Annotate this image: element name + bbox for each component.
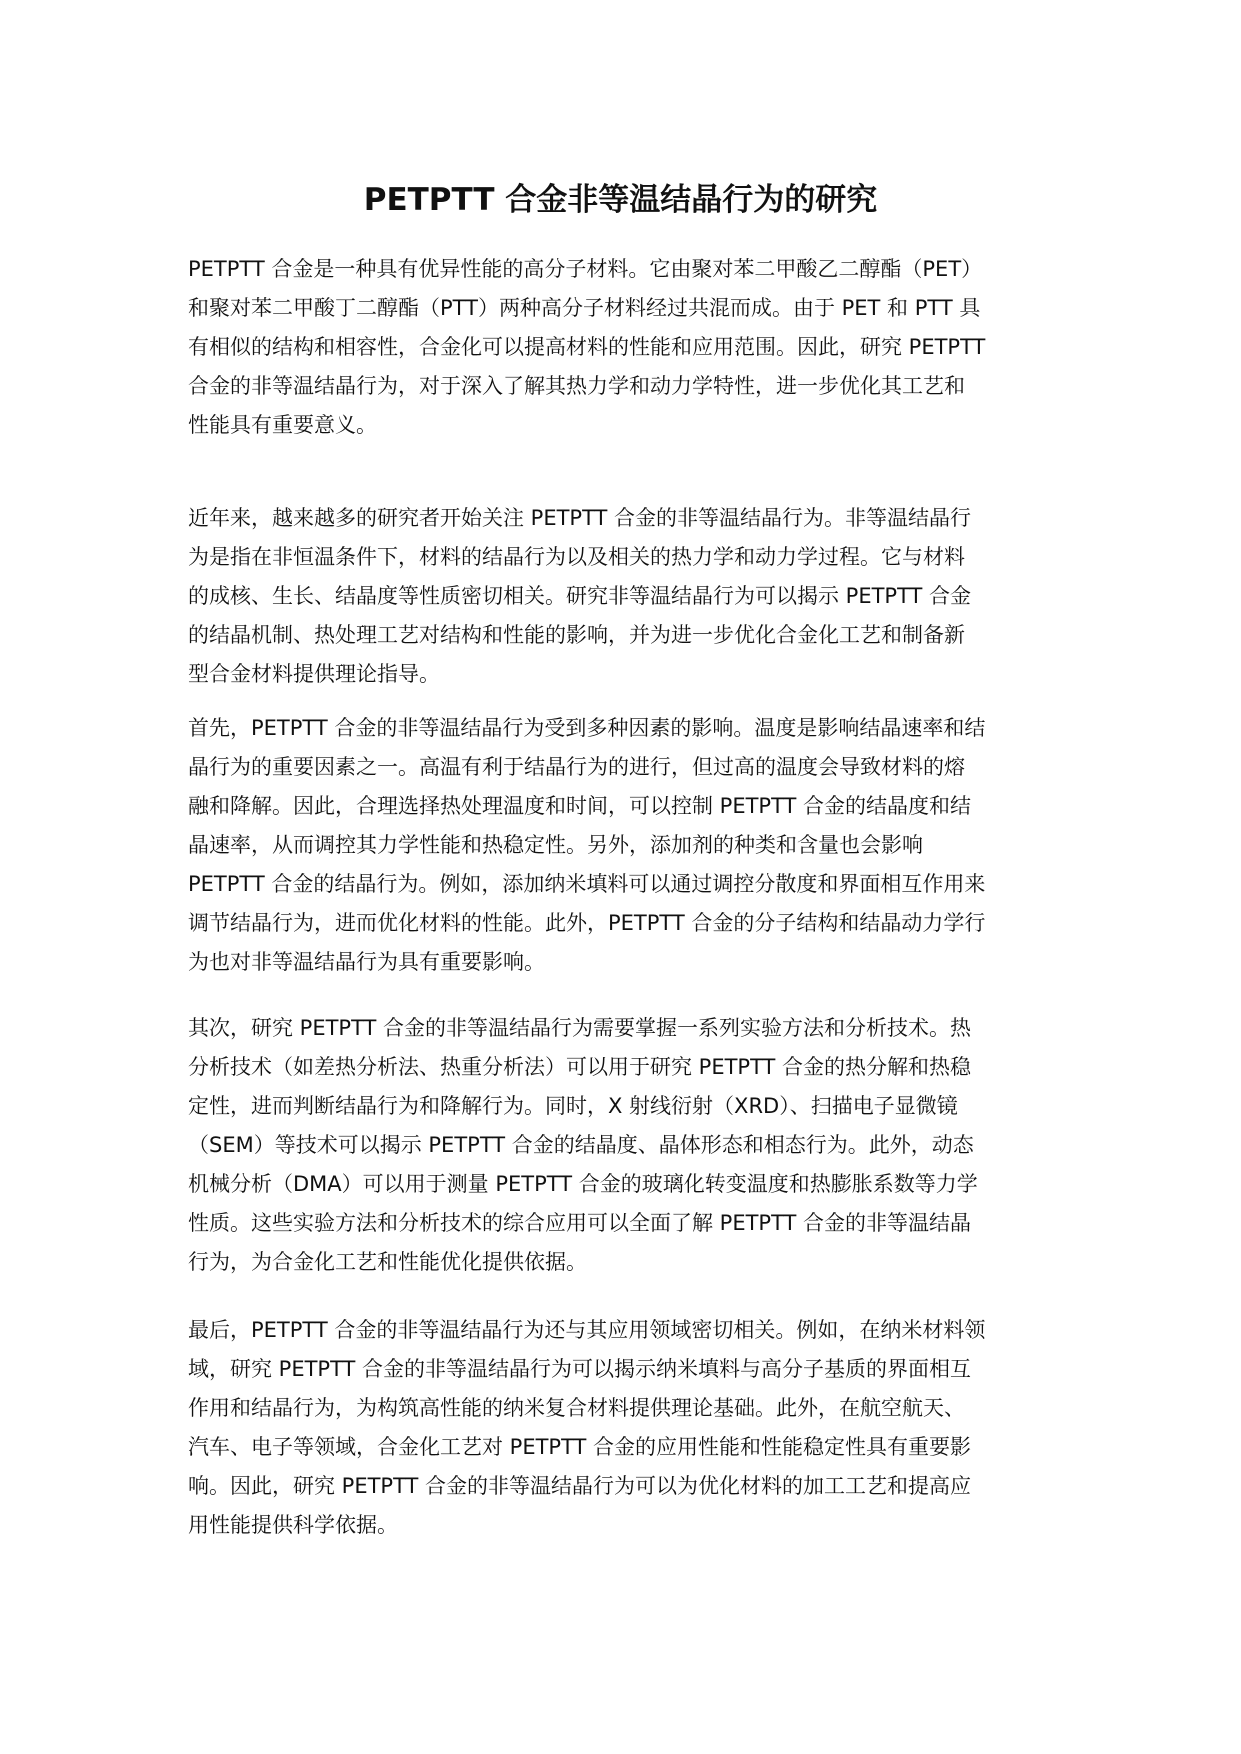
page-title: PETPTT 合金非等温结晶行为的研究 (363, 182, 878, 218)
paragraph-line: 用性能提供科学依据。 (188, 1513, 398, 1537)
paragraph-line: 域，研究 PETPTT 合金的非等温结晶行为可以揭示纳米填料与高分子基质的界面相互 (188, 1357, 972, 1381)
paragraph-line: 为也对非等温结晶行为具有重要影响。 (188, 950, 545, 974)
paragraph-line: PETPTT 合金的结晶行为。例如，添加纳米填料可以通过调控分散度和界面相互作用来 (188, 872, 986, 896)
paragraph-2 (188, 499, 971, 694)
paragraph-line: 分析技术（如差热分析法、热重分析法）可以用于研究 PETPTT 合金的热分解和热稳 (188, 1055, 972, 1079)
paragraph-line: 响。因此，研究 PETPTT 合金的非等温结晶行为可以为优化材料的加工工艺和提高应 (188, 1474, 972, 1498)
paragraph-line: 最后，PETPTT 合金的非等温结晶行为还与其应用领域密切相关。例如，在纳米材料领 (188, 1318, 986, 1342)
paragraph-line: 作用和结晶行为，为构筑高性能的纳米复合材料提供理论基础。此外，在航空航天、 (188, 1396, 965, 1420)
paragraph-line: 首先，PETPTT 合金的非等温结晶行为受到多种因素的影响。温度是影响结晶速率和结 (188, 716, 986, 740)
paragraph-line: 汽车、电子等领域，合金化工艺对 PETPTT 合金的应用性能和性能稳定性具有重要影 (188, 1435, 972, 1459)
paragraph-line: 有相似的结构和相容性，合金化可以提高材料的性能和应用范围。因此，研究 PETPTT (188, 335, 986, 359)
paragraph-line: 行为，为合金化工艺和性能优化提供依据。 (188, 1250, 587, 1274)
paragraph-line: 晶速率，从而调控其力学性能和热稳定性。另外，添加剂的种类和含量也会影响 (188, 833, 923, 857)
paragraph-3 (188, 709, 985, 982)
paragraph-line: 的结晶机制、热处理工艺对结构和性能的影响，并为进一步优化合金化工艺和制备新 (188, 623, 965, 647)
paragraph-line: 近年来，越来越多的研究者开始关注 PETPTT 合金的非等温结晶行为。非等温结晶行 (188, 506, 972, 530)
paragraph-line: 性能具有重要意义。 (188, 413, 377, 437)
paragraph-line: 的成核、生长、结晶度等性质密切相关。研究非等温结晶行为可以揭示 PETPTT 合金 (188, 584, 972, 608)
paragraph-line: 其次，研究 PETPTT 合金的非等温结晶行为需要掌握一系列实验方法和分析技术。热 (188, 1016, 972, 1040)
paragraph-5 (188, 1311, 985, 1545)
paragraph-line: （SEM）等技术可以揭示 PETPTT 合金的结晶度、晶体形态和相态行为。此外，动态 (188, 1133, 974, 1157)
paragraph-line: 晶行为的重要因素之一。高温有利于结晶行为的进行，但过高的温度会导致材料的熔 (188, 755, 965, 779)
paragraph-line: 定性，进而判断结晶行为和降解行为。同时，X 射线衍射（XRD）、扫描电子显微镜 (188, 1094, 958, 1118)
paragraph-line: 为是指在非恒温条件下，材料的结晶行为以及相关的热力学和动力学过程。它与材料 (188, 545, 965, 569)
paragraph-1 (188, 250, 985, 445)
paragraph-line: 型合金材料提供理论指导。 (188, 662, 440, 686)
paragraph-4 (188, 1009, 978, 1282)
paragraph-line: 调节结晶行为，进而优化材料的性能。此外，PETPTT 合金的分子结构和结晶动力学行 (188, 911, 986, 935)
paragraph-line: 性质。这些实验方法和分析技术的综合应用可以全面了解 PETPTT 合金的非等温结晶 (188, 1211, 972, 1235)
paragraph-line: 融和降解。因此，合理选择热处理温度和时间，可以控制 PETPTT 合金的结晶度和结 (188, 794, 972, 818)
paragraph-line: 合金的非等温结晶行为，对于深入了解其热力学和动力学特性，进一步优化其工艺和 (188, 374, 965, 398)
paragraph-line: 和聚对苯二甲酸丁二醇酯（PTT）两种高分子材料经过共混而成。由于 PET 和 PTT 具 (188, 296, 981, 320)
paragraph-line: PETPTT 合金是一种具有优异性能的高分子材料。它由聚对苯二甲酸乙二醇酯（PET） (188, 257, 983, 281)
paragraph-line: 机械分析（DMA）可以用于测量 PETPTT 合金的玻璃化转变温度和热膨胀系数等力学 (188, 1172, 978, 1196)
